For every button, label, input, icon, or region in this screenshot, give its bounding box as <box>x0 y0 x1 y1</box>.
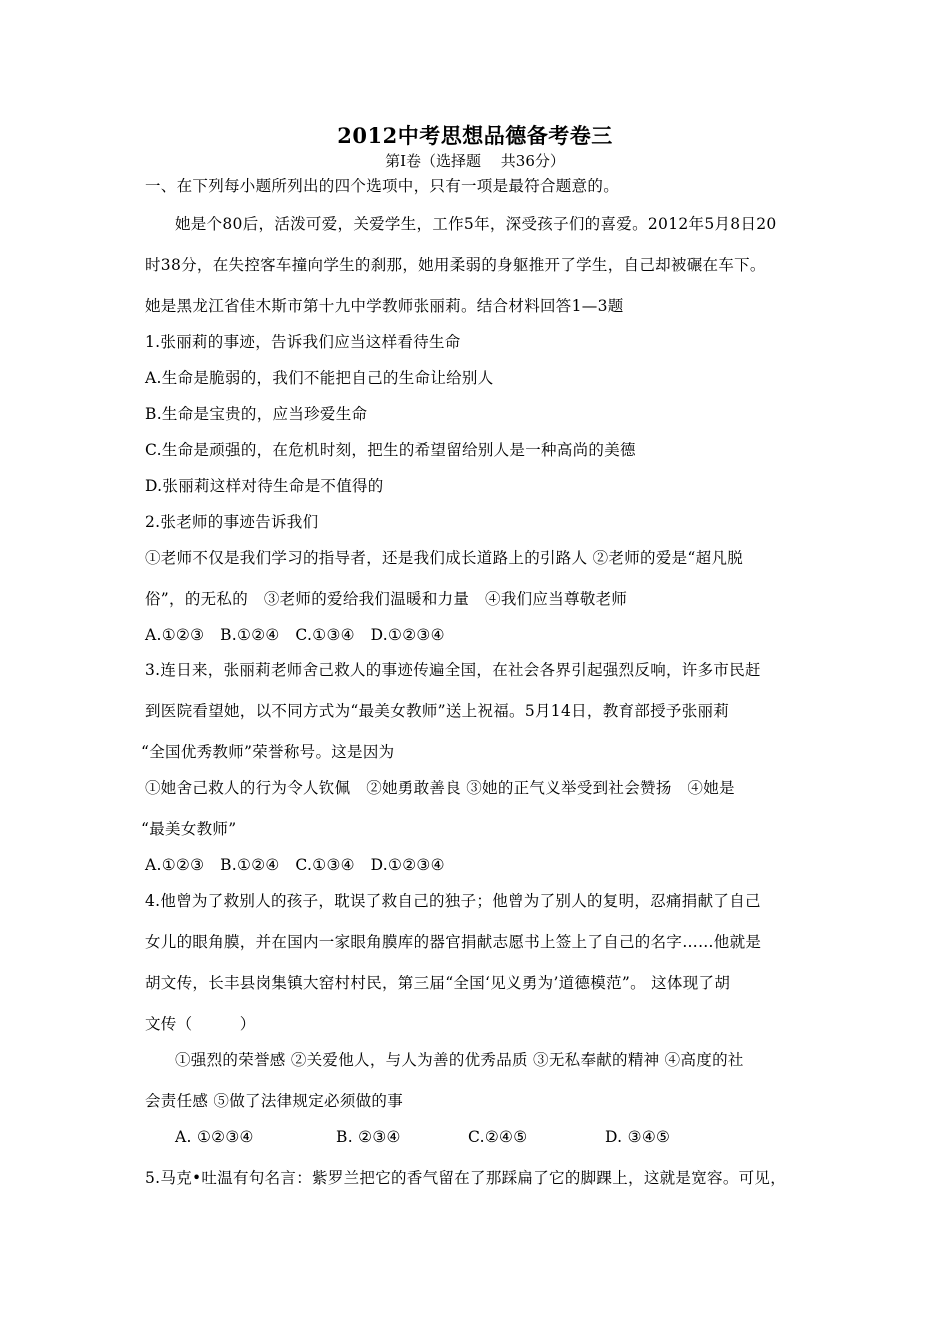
question-1-option-c: C.生命是顽强的，在危机时刻，把生的希望留给别人是一种高尚的美德 <box>145 441 636 459</box>
question-1-option-a: A.生命是脆弱的，我们不能把自己的生命让给别人 <box>145 369 494 387</box>
question-4-option-c: C.②④⑤ <box>468 1128 528 1146</box>
question-3-stem: “全国优秀教师”荣誉称号。这是因为 <box>141 743 395 761</box>
question-2-statements: 俗”，的无私的 ③老师的爱给我们温暖和力量 ④我们应当尊敬老师 <box>145 590 628 608</box>
question-3-statements: “最美女教师” <box>141 820 237 838</box>
material-line: 她是个80后，活泼可爱，关爱学生，工作5年，深受孩子们的喜爱。2012年5月8日20 <box>175 215 777 233</box>
question-2-options: A.①②③ B.①②④ C.①③④ D.①②③④ <box>145 626 445 644</box>
question-1-option-b: B.生命是宝贵的，应当珍爱生命 <box>145 405 368 423</box>
material-line: 她是黑龙江省佳木斯市第十九中学教师张丽莉。结合材料回答1—3题 <box>145 297 624 315</box>
question-3-statements: ①她舍己救人的行为令人钦佩 ②她勇敢善良 ③她的正气义举受到社会赞扬 ④她是 <box>145 779 735 797</box>
question-4-stem: 4.他曾为了救别人的孩子，耽误了救自己的独子；他曾为了别人的复明，忍痛捐献了自己 <box>145 892 761 910</box>
question-3-stem: 3.连日来，张丽莉老师舍己救人的事迹传遍全国，在社会各界引起强烈反响，许多市民赶 <box>145 661 761 679</box>
question-4-option-b: B. ②③④ <box>336 1128 401 1146</box>
question-4-option-d: D. ③④⑤ <box>605 1128 671 1146</box>
question-4-stem: 胡文传，长丰县岗集镇大窑村村民，第三届“全国‘见义勇为’道德模范”。 这体现了胡 <box>145 974 731 992</box>
question-3-options: A.①②③ B.①②④ C.①③④ D.①②③④ <box>145 856 445 874</box>
question-1-stem: 1.张丽莉的事迹，告诉我们应当这样看待生命 <box>145 333 461 351</box>
question-4-option-a: A. ①②③④ <box>175 1128 254 1146</box>
question-4-stem: 文传（ ） <box>145 1015 256 1033</box>
question-5-stem: 5.马克•吐温有句名言：紫罗兰把它的香气留在了那踩扁了它的脚踝上，这就是宽容。可见， <box>145 1169 787 1187</box>
question-3-stem: 到医院看望她，以不同方式为“最美女教师”送上祝福。5月14日，教育部授予张丽莉 <box>145 702 730 720</box>
question-1-option-d: D.张丽莉这样对待生命是不值得的 <box>145 477 384 495</box>
instruction-line: 一、在下列每小题所列出的四个选项中，只有一项是最符合题意的。 <box>145 177 620 195</box>
page-title: 2012中考思想品德备考卷三 <box>337 123 613 148</box>
section-subtitle: 第Ⅰ卷（选择题 共36分） <box>385 152 565 170</box>
question-2-statements: ①老师不仅是我们学习的指导者，还是我们成长道路上的引路人 ②老师的爱是“超凡脱 <box>145 549 744 567</box>
material-line: 时38分，在失控客车撞向学生的刹那，她用柔弱的身躯推开了学生，自己却被碾在车下。 <box>145 256 766 274</box>
question-4-stem: 女儿的眼角膜，并在国内一家眼角膜库的器官捐献志愿书上签上了自己的名字……他就是 <box>145 933 762 951</box>
question-4-statements: 会责任感 ⑤做了法律规定必须做的事 <box>145 1092 404 1110</box>
question-2-stem: 2.张老师的事迹告诉我们 <box>145 513 319 531</box>
question-4-statements: ①强烈的荣誉感 ②关爱他人，与人为善的优秀品质 ③无私奉献的精神 ④高度的社 <box>175 1051 744 1069</box>
